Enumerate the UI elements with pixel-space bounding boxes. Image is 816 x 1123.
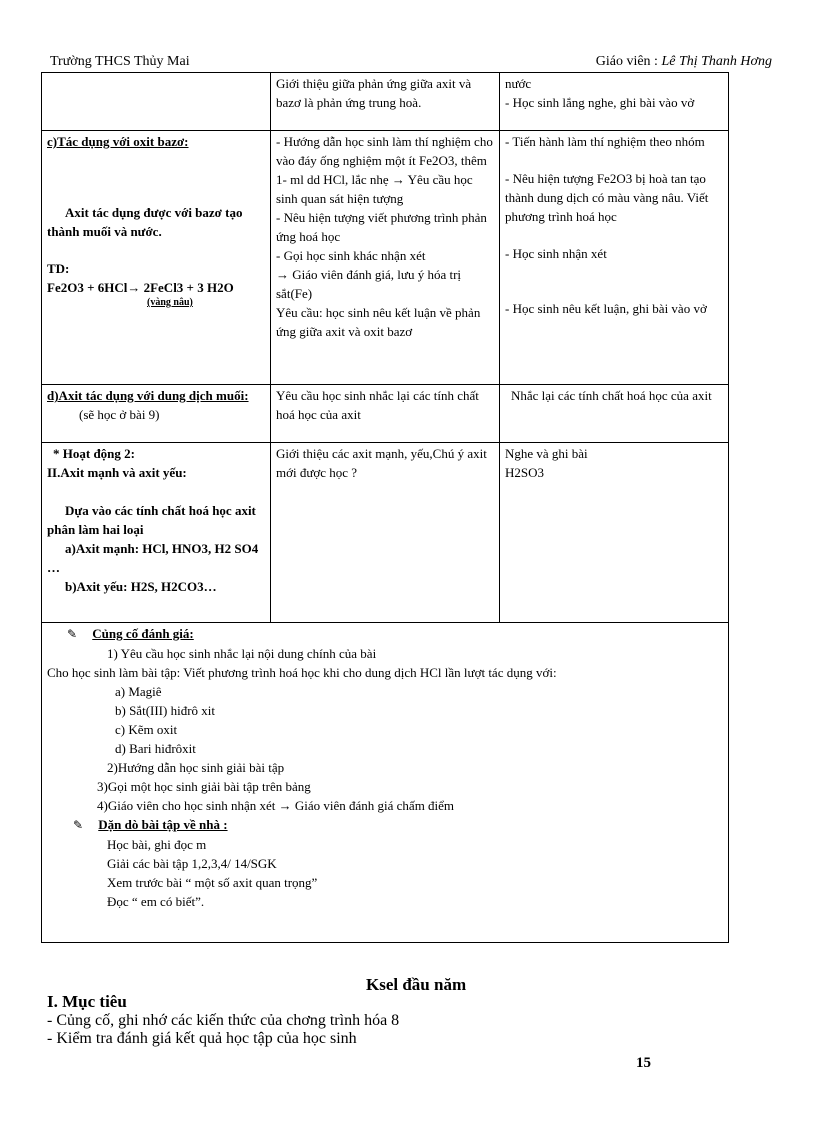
weak-acids: b)Axit yếu: H2S, H2CO3…	[65, 579, 217, 594]
exercise-option: b) Sắt(III) hiđrô xit	[115, 703, 216, 718]
cell-text: Giới thiệu các axit mạnh, yếu,Chú ý axit mới được học ?	[276, 446, 487, 480]
cell-text: Yêu cầu học sinh nhắc lại các tính chất hoá học của axit	[276, 388, 479, 422]
next-lesson-title: Ksel đầu năm	[366, 975, 467, 994]
school-name: Trường THCS Thủy Mai	[50, 54, 190, 69]
section-text: Dựa vào các tính chất hoá học axit phân làm hai loại	[47, 503, 256, 537]
teacher-info	[596, 54, 772, 70]
cell-text: - Nêu hiện tượng Fe2O3 bị hoà tan tạo thành dung dịch có màu vàng nâu. Viết phương trình hoá học	[505, 171, 709, 224]
cell-text: → Giáo viên đánh giá, lưu ý hóa trị sắt(Fe)	[276, 267, 462, 301]
content-cell	[42, 131, 271, 385]
homework-item: Xem trước bài “ một số axit quan trọng”	[107, 875, 318, 890]
cell-text: - Tiến hành làm thí nghiệm theo nhóm	[505, 134, 705, 149]
content-cell	[42, 73, 271, 131]
objective-line: - Kiểm tra đánh giá kết quả học tập của học sinh	[47, 1030, 357, 1047]
summary-cell	[42, 623, 729, 943]
section-title: d)Axit tác dụng với dung dịch muối:	[47, 388, 249, 403]
cell-text: - Nêu hiện tượng viết phương trình phản ứng hoá học	[276, 210, 487, 244]
activity-label: * Hoạt động 2:	[53, 446, 135, 461]
cell-text: - Hướng dẫn học sinh làm thí nghiệm cho vào đáy ống nghiệm một ít Fe2O3, thêm 1- ml dd HCl, lắc nhẹ → Yêu cầu học sinh quan sát hiện tượng	[276, 134, 493, 206]
student-cell	[500, 385, 729, 443]
cell-text: H2SO3	[505, 465, 545, 480]
equation: Fe2O3 + 6HCl→ 2FeCl3 + 3 H2O	[47, 280, 234, 295]
student-cell	[500, 131, 729, 385]
exercise-option: c) Kẽm oxit	[115, 722, 178, 737]
table-row	[42, 131, 729, 385]
cell-text: Giới thiệu giữa phản ứng giữa axit và bazơ là phản ứng trung hoà.	[276, 76, 472, 110]
teacher-cell	[271, 131, 500, 385]
table-row	[42, 385, 729, 443]
content-cell	[42, 443, 271, 623]
table-row	[42, 73, 729, 131]
example-label: TD:	[47, 261, 70, 276]
homework-item: Giải các bài tập 1,2,3,4/ 14/SGK	[107, 856, 277, 871]
section-note: (sẽ học ở bài 9)	[79, 407, 160, 422]
summary-item: 4)Giáo viên cho học sinh nhận xét → Giáo viên đánh giá chấm điểm	[97, 798, 455, 813]
objectives-heading: I. Mục tiêu	[47, 992, 127, 1011]
cell-text: - Học sinh nhận xét	[505, 246, 607, 261]
teacher-label: Giáo viên :	[595, 54, 658, 69]
cell-text: - Học sinh lắng nghe, ghi bài vào vở	[505, 95, 695, 110]
student-cell	[500, 443, 729, 623]
teacher-cell	[271, 73, 500, 131]
hand-icon: ✎	[73, 818, 84, 832]
strong-acids: a)Axit mạnh: HCl, HNO3, H2 SO4 …	[47, 541, 259, 575]
exercise-option: a) Magiê	[115, 684, 162, 699]
hand-icon: ✎	[67, 627, 78, 641]
homework-item: Đọc “ em có biết”.	[107, 894, 205, 909]
consolidate-title: Củng cố đánh giá:	[92, 626, 194, 641]
cell-text: - Học sinh nêu kết luận, ghi bài vào vở	[505, 301, 707, 316]
teacher-cell	[271, 385, 500, 443]
cell-text: Yêu cầu: học sinh nêu kết luận về phản ứng giữa axit và oxit bazơ	[276, 305, 481, 339]
table-row	[42, 623, 729, 943]
cell-text: - Gọi học sinh khác nhận xét	[276, 248, 426, 263]
homework-title: Dặn dò bài tập về nhà :	[98, 817, 228, 832]
equation-note: (vàng nâu)	[147, 297, 193, 308]
homework-item: Học bài, ghi đọc m	[107, 837, 207, 852]
exercise-text: Cho học sinh làm bài tập: Viết phương trình hoá học khi cho dung dịch HCl lần lượt tác dụng với:	[47, 665, 557, 680]
exercise-option: d) Bari hiđrôxit	[115, 741, 196, 756]
content-cell	[42, 385, 271, 443]
teacher-cell	[271, 443, 500, 623]
cell-text: nước	[505, 76, 532, 91]
student-cell	[500, 73, 729, 131]
teacher-name: Lê Thị Thanh Hơng	[661, 54, 772, 69]
section-text: Axit tác dụng được với bazơ tạo thành muối và nước.	[47, 205, 243, 239]
objective-line: - Củng cố, ghi nhớ các kiến thức của chơng trình hóa 8	[47, 1012, 400, 1029]
lesson-table	[41, 72, 729, 943]
summary-item: 1) Yêu cầu học sinh nhắc lại nội dung chính của bài	[107, 646, 377, 661]
cell-text: Nghe và ghi bài	[505, 446, 588, 461]
page-number: 15	[636, 1055, 651, 1071]
table-row	[42, 443, 729, 623]
cell-text: Nhắc lại các tính chất hoá học của axit	[511, 388, 712, 403]
section-title: c)Tác dụng với oxit bazơ:	[47, 134, 189, 149]
summary-item: 3)Gọi một học sinh giải bài tập trên bảng	[97, 779, 311, 794]
section-title: II.Axit mạnh và axit yếu:	[47, 465, 187, 480]
summary-item: 2)Hướng dẫn học sinh giải bài tập	[107, 760, 285, 775]
